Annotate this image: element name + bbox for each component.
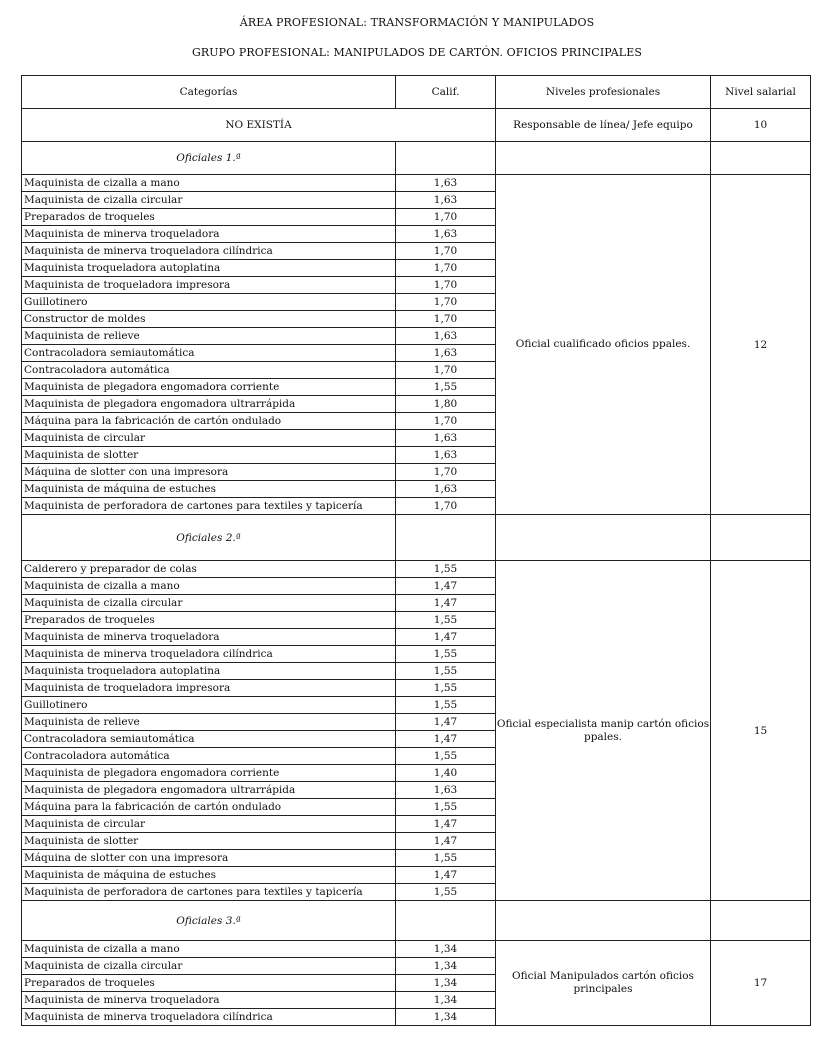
calif-cell: 1,70 (396, 243, 496, 260)
category-cell: Maquinista de minerva troqueladora (22, 629, 396, 646)
calif-cell: 1,47 (396, 731, 496, 748)
nivel-profesional-text: Oficial especialista manip cartón oficios ppales. (496, 717, 710, 743)
calif-cell: 1,55 (396, 850, 496, 867)
calif-cell: 1,55 (396, 561, 496, 578)
empty-cell (711, 515, 811, 561)
category-cell: Maquinista troqueladora autoplatina (22, 260, 396, 277)
category-cell: Maquinista de troqueladora impresora (22, 277, 396, 294)
category-cell: Maquinista de relieve (22, 714, 396, 731)
no-existia-nivel-profesional: Responsable de línea/ Jefe equipo (496, 109, 711, 142)
calif-cell: 1,34 (396, 1009, 496, 1026)
category-cell: Maquinista de minerva troqueladora (22, 226, 396, 243)
category-cell: Maquinista de perforadora de cartones para textiles y tapicería (22, 498, 396, 515)
table-row (22, 175, 811, 192)
empty-cell (711, 901, 811, 941)
calif-cell: 1,55 (396, 612, 496, 629)
no-existia-row (22, 109, 811, 142)
calif-cell: 1,55 (396, 748, 496, 765)
section-title-row (22, 515, 811, 561)
table-row (22, 561, 811, 578)
calif-cell: 1,63 (396, 345, 496, 362)
calif-cell: 1,70 (396, 464, 496, 481)
calif-cell: 1,47 (396, 629, 496, 646)
category-cell: Maquinista de cizalla a mano (22, 941, 396, 958)
calif-cell: 1,47 (396, 833, 496, 850)
category-cell: Maquinista de minerva troqueladora cilíndrica (22, 646, 396, 663)
nivel-profesional-cell (496, 175, 711, 515)
category-cell: Maquinista de slotter (22, 447, 396, 464)
empty-cell (396, 142, 496, 175)
category-cell: Maquinista de plegadora engomadora corriente (22, 765, 396, 782)
calif-cell: 1,34 (396, 975, 496, 992)
calif-cell: 1,34 (396, 992, 496, 1009)
calif-cell: 1,63 (396, 782, 496, 799)
category-cell: Maquinista de cizalla circular (22, 958, 396, 975)
empty-cell (496, 515, 711, 561)
section-title: Oficiales 1.ª (22, 142, 396, 175)
calif-cell: 1,70 (396, 413, 496, 430)
area-heading: ÁREA PROFESIONAL: TRANSFORMACIÓN Y MANIPULADOS (239, 16, 595, 29)
nivel-salarial-cell: 17 (711, 941, 811, 1026)
category-cell: Constructor de moldes (22, 311, 396, 328)
nivel-profesional-text: Oficial cualificado oficios ppales. (515, 338, 691, 350)
calif-cell: 1,55 (396, 663, 496, 680)
category-cell: Maquinista de máquina de estuches (22, 481, 396, 498)
calif-cell: 1,70 (396, 277, 496, 294)
category-cell: Contracoladora semiautomática (22, 731, 396, 748)
category-cell: Maquinista de circular (22, 430, 396, 447)
category-cell: Maquinista de slotter (22, 833, 396, 850)
col-header-calif: Calif. (396, 76, 496, 109)
category-cell: Guillotinero (22, 294, 396, 311)
col-header-niveles: Niveles profesionales (496, 76, 711, 109)
calif-cell: 1,70 (396, 260, 496, 277)
grupo-heading: GRUPO PROFESIONAL: MANIPULADOS DE CARTÓN. OFICIOS PRINCIPALES (192, 46, 642, 59)
calif-cell: 1,47 (396, 595, 496, 612)
col-header-salarial: Nivel salarial (711, 76, 811, 109)
category-cell: Guillotinero (22, 697, 396, 714)
calif-cell: 1,70 (396, 498, 496, 515)
empty-cell (396, 901, 496, 941)
category-cell: Maquinista de plegadora engomadora corriente (22, 379, 396, 396)
nivel-profesional-text: Oficial Manipulados cartón oficios principales (512, 970, 694, 995)
calif-cell: 1,63 (396, 175, 496, 192)
calif-cell: 1,55 (396, 799, 496, 816)
category-cell: Maquinista de máquina de estuches (22, 867, 396, 884)
calif-cell: 1,63 (396, 447, 496, 464)
category-cell: Maquinista de relieve (22, 328, 396, 345)
calif-cell: 1,47 (396, 867, 496, 884)
section-title: Oficiales 2.ª (22, 515, 396, 561)
calif-cell: 1,55 (396, 379, 496, 396)
nivel-salarial-cell: 15 (711, 561, 811, 901)
category-cell: Maquinista de minerva troqueladora cilíndrica (22, 243, 396, 260)
calif-cell: 1,70 (396, 311, 496, 328)
category-cell: Maquinista troqueladora autoplatina (22, 663, 396, 680)
category-cell: Maquinista de minerva troqueladora (22, 992, 396, 1009)
calif-cell: 1,55 (396, 646, 496, 663)
calif-cell: 1,47 (396, 578, 496, 595)
nivel-profesional-cell (496, 941, 711, 1026)
category-cell: Maquinista de plegadora engomadora ultrarrápida (22, 782, 396, 799)
category-cell: Contracoladora automática (22, 362, 396, 379)
calif-cell: 1,34 (396, 958, 496, 975)
col-header-categorias: Categorías (22, 76, 396, 109)
calif-cell: 1,55 (396, 697, 496, 714)
empty-cell (496, 142, 711, 175)
category-cell: Preparados de troqueles (22, 975, 396, 992)
category-cell: Contracoladora semiautomática (22, 345, 396, 362)
category-cell: Preparados de troqueles (22, 612, 396, 629)
category-cell: Maquinista de circular (22, 816, 396, 833)
category-cell: Preparados de troqueles (22, 209, 396, 226)
category-cell: Maquinista de perforadora de cartones para textiles y tapicería (22, 884, 396, 901)
category-cell: Contracoladora automática (22, 748, 396, 765)
calif-cell: 1,63 (396, 226, 496, 243)
calif-cell: 1,63 (396, 328, 496, 345)
calif-cell: 1,34 (396, 941, 496, 958)
calif-cell: 1,70 (396, 209, 496, 226)
category-cell: Calderero y preparador de colas (22, 561, 396, 578)
section-title-row (22, 142, 811, 175)
empty-cell (711, 142, 811, 175)
no-existia-label: NO EXISTÍA (22, 109, 496, 142)
category-cell: Maquinista de cizalla a mano (22, 578, 396, 595)
no-existia-nivel-salarial: 10 (711, 109, 811, 142)
category-cell: Maquinista de cizalla circular (22, 192, 396, 209)
category-cell: Máquina de slotter con una impresora (22, 464, 396, 481)
calif-cell: 1,63 (396, 192, 496, 209)
category-cell: Maquinista de troqueladora impresora (22, 680, 396, 697)
calif-cell: 1,55 (396, 680, 496, 697)
table-row (22, 941, 811, 958)
calif-cell: 1,63 (396, 481, 496, 498)
category-cell: Máquina para la fabricación de cartón ondulado (22, 799, 396, 816)
category-cell: Maquinista de minerva troqueladora cilíndrica (22, 1009, 396, 1026)
category-cell: Maquinista de cizalla circular (22, 595, 396, 612)
calif-cell: 1,47 (396, 816, 496, 833)
nivel-profesional-cell (496, 561, 711, 901)
calif-cell: 1,63 (396, 430, 496, 447)
calif-cell: 1,70 (396, 362, 496, 379)
empty-cell (396, 515, 496, 561)
category-cell: Máquina de slotter con una impresora (22, 850, 396, 867)
calif-cell: 1,70 (396, 294, 496, 311)
category-cell: Máquina para la fabricación de cartón ondulado (22, 413, 396, 430)
empty-cell (496, 901, 711, 941)
section-title-row (22, 901, 811, 941)
category-cell: Maquinista de cizalla a mano (22, 175, 396, 192)
category-cell: Maquinista de plegadora engomadora ultrarrápida (22, 396, 396, 413)
calif-cell: 1,55 (396, 884, 496, 901)
calif-cell: 1,47 (396, 714, 496, 731)
section-title: Oficiales 3.ª (22, 901, 396, 941)
calif-cell: 1,40 (396, 765, 496, 782)
categories-table (21, 75, 811, 1026)
table-header-row (22, 76, 811, 109)
nivel-salarial-cell: 12 (711, 175, 811, 515)
calif-cell: 1,80 (396, 396, 496, 413)
